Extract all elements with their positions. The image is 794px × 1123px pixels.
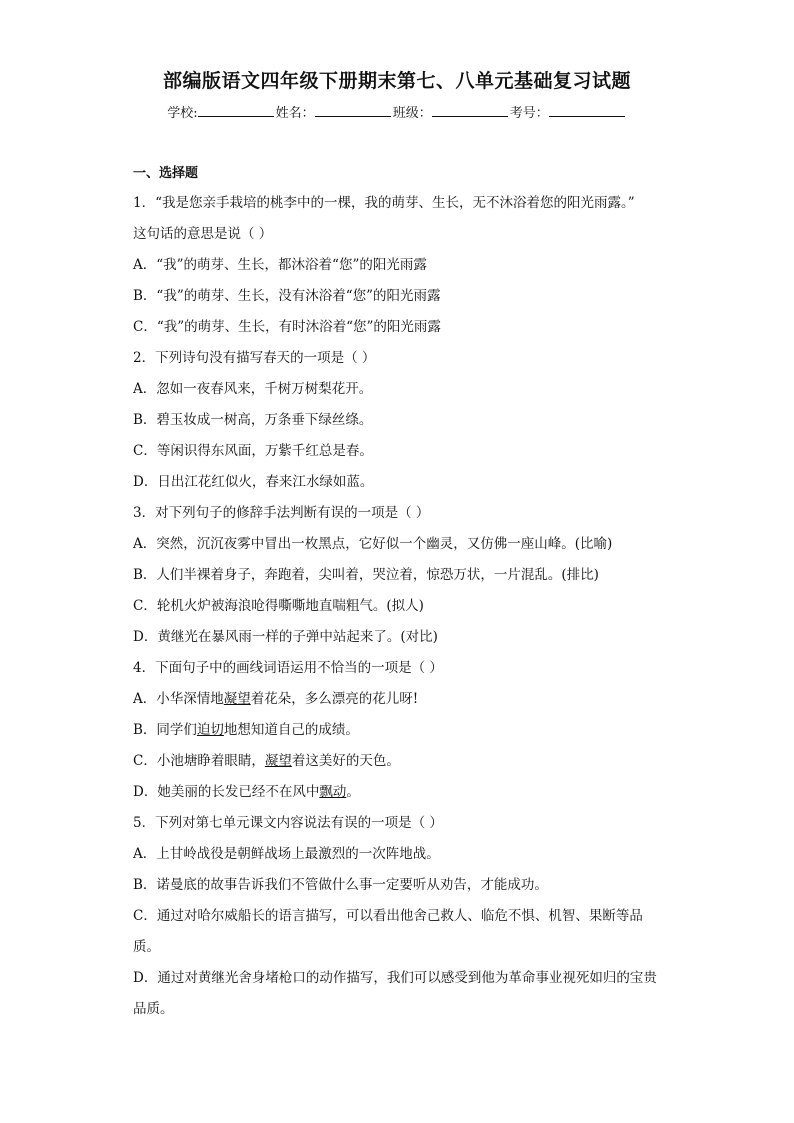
name-label: 姓名： (275, 106, 315, 121)
underlined-word: 飘动 (319, 784, 347, 800)
page-title: 部编版语文四年级下册期末第七、八单元基础复习试题 (162, 70, 631, 92)
question-5-option-a[interactable]: A．上甘岭战役是朝鲜战场上最激烈的一次阵地战。 (133, 846, 440, 862)
section-title: 一、选择题 (133, 166, 199, 181)
option-text: 。 (346, 784, 360, 800)
option-text: A．小华深情地 (133, 691, 224, 707)
question-1-option-c[interactable]: C．“我”的萌芽、生长，有时沐浴着“您”的阳光雨露 (133, 319, 441, 335)
option-text: 着花朵，多么漂亮的花儿呀! (250, 691, 419, 707)
school-label: 学校: (167, 106, 198, 121)
question-2-stem: 2．下列诗句没有描写春天的一项是（ ） (133, 350, 376, 366)
question-1-stem-cont: 这句话的意思是说（ ） (133, 226, 273, 242)
option-text: 地想知道自己的成绩。 (223, 722, 359, 738)
class-label: 班级： (392, 106, 432, 121)
question-2-option-c[interactable]: C．等闲识得东风面，万紫千红总是春。 (133, 443, 373, 459)
underlined-word: 迫切 (196, 722, 224, 738)
class-blank[interactable] (432, 102, 508, 117)
question-5-option-b[interactable]: B．诺曼底的故事告诉我们不管做什么事一定要听从劝告，才能成功。 (133, 877, 548, 893)
option-text: 着这美好的天色。 (291, 753, 400, 769)
question-3-stem: 3．对下列句子的修辞手法判断有误的一项是（ ） (133, 505, 430, 521)
question-3-option-d[interactable]: D．黄继光在暴风雨一样的子弹中站起来了。(对比) (133, 629, 438, 645)
name-blank[interactable] (315, 102, 391, 117)
question-1-stem: 1．“我是您亲手栽培的桃李中的一棵，我的萌芽、生长，无不沐浴着您的阳光雨露。” (133, 195, 635, 211)
question-2-option-d[interactable]: D．日出江花红似火，春来江水绿如蓝。 (133, 474, 374, 490)
question-4-option-d[interactable] (133, 777, 663, 808)
question-4-option-c[interactable] (133, 746, 663, 777)
question-2-option-a[interactable]: A．忽如一夜春风来，千树万树梨花开。 (133, 381, 373, 397)
option-text: B．同学们 (133, 722, 197, 738)
option-text: C．小池塘睁着眼睛， (133, 753, 265, 769)
question-2-option-b[interactable]: B．碧玉妆成一树高，万条垂下绿丝绦。 (133, 412, 373, 428)
question-5-option-d[interactable]: D．通过对黄继光舍身堵枪口的动作描写，我们可以感受到他为革命事业视死如归的宝贵品质。 (133, 970, 657, 1017)
option-text: D．她美丽的长发已经不在风中 (133, 784, 320, 800)
underlined-word: 凝望 (264, 753, 292, 769)
question-5-option-c[interactable]: C．通过对哈尔威船长的语言描写，可以看出他舍己救人、临危不惧、机智、果断等品质。 (133, 908, 643, 955)
number-blank[interactable] (549, 102, 625, 117)
question-1-option-b[interactable]: B．“我”的萌芽、生长，没有沐浴着“您”的阳光雨露 (133, 288, 441, 304)
student-info-line (0, 102, 794, 124)
question-4-stem: 4．下面句子中的画线词语运用不恰当的一项是（ ） (133, 660, 443, 676)
question-3-option-b[interactable]: B．人们半裸着身子，奔跑着，尖叫着，哭泣着，惊恐万状，一片混乱。(排比) (133, 567, 599, 583)
question-list (133, 188, 663, 1025)
question-5-stem: 5．下列对第七单元课文内容说法有误的一项是（ ） (133, 815, 443, 831)
question-3-option-c[interactable]: C．轮机火炉被海浪呛得嘶嘶地直喘粗气。(拟人) (133, 598, 424, 614)
question-4-option-b[interactable] (133, 715, 663, 746)
underlined-word: 凝望 (223, 691, 251, 707)
question-4-option-a[interactable] (133, 684, 663, 715)
school-blank[interactable] (198, 102, 274, 117)
number-label: 考号： (509, 106, 549, 121)
question-1-option-a[interactable]: A．“我”的萌芽、生长，都沐浴着“您”的阳光雨露 (133, 257, 427, 273)
question-3-option-a[interactable]: A．突然，沉沉夜雾中冒出一枚黑点，它好似一个幽灵，又仿佛一座山峰。(比喻) (133, 536, 613, 552)
